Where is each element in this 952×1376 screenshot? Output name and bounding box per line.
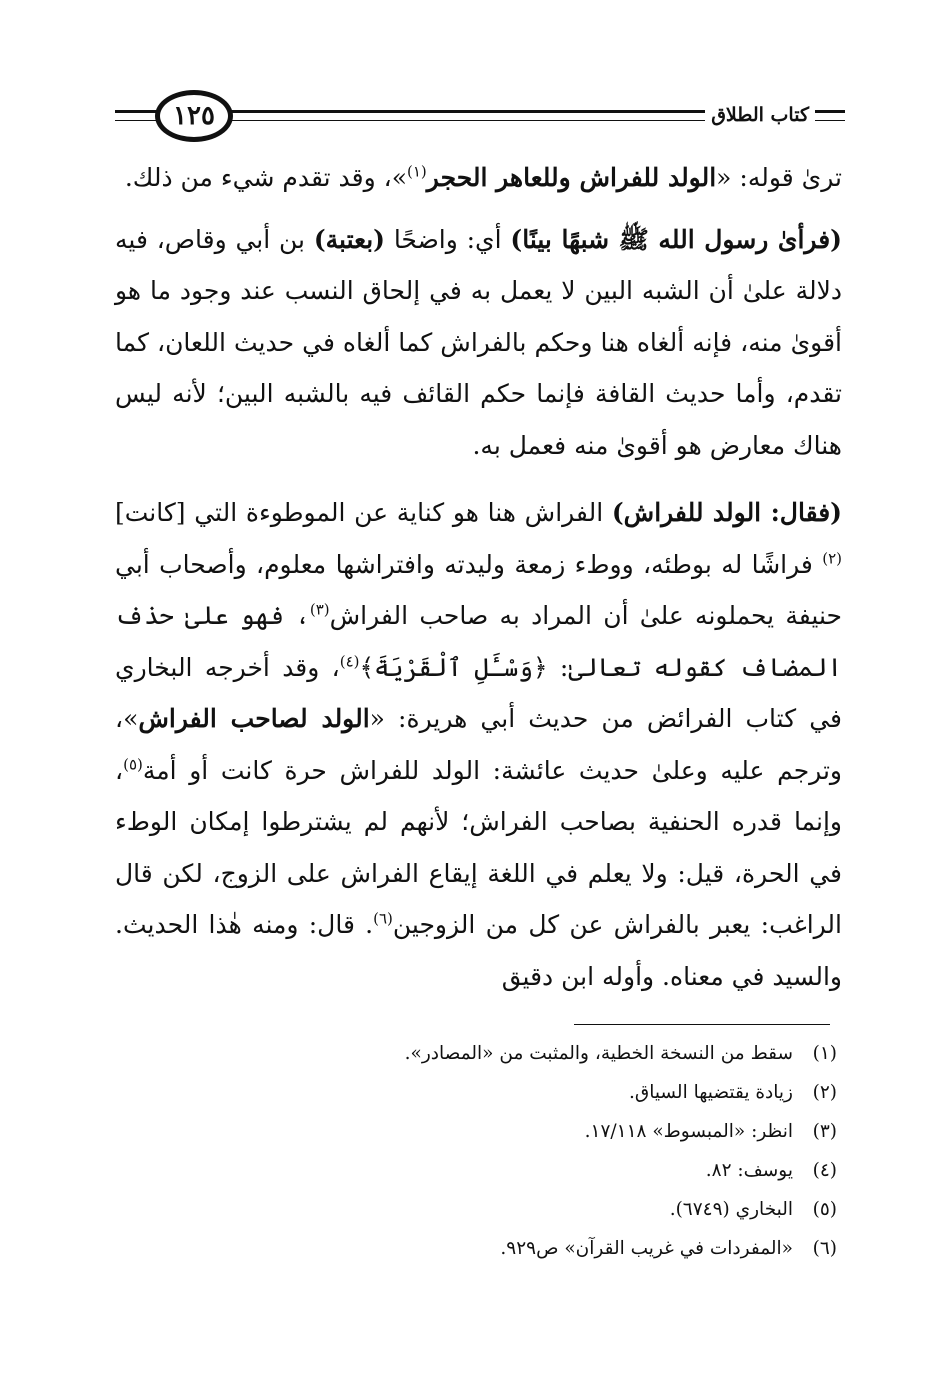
p3-text-6: ، وإنما قدره الحنفية بصاحب الفراش؛ لأنهم لم يشترطوا إمكان الوطء في الحرة، قيل: ولا يعلم في اللغة إيقاع الفراش على الزوج، لكن قال الراغب: يعبر بالفراش عن كل من الزوجين: [115, 755, 842, 939]
footnote-item: [115, 1229, 842, 1268]
footnote-text: يوسف: ٨٢.: [705, 1160, 793, 1181]
paragraph-3: [115, 487, 842, 1002]
footnote-number: (١): [812, 1043, 837, 1064]
running-title: كتاب الطلاق: [705, 104, 815, 126]
footnote-number: (٣): [812, 1121, 837, 1142]
footnote-text: سقط من النسخة الخطية، والمثبت من «المصادر».: [404, 1043, 793, 1064]
main-text: [115, 152, 842, 1002]
page-number: ١٢٥: [155, 90, 233, 142]
footnotes: [115, 1034, 842, 1268]
footnote-text: البخاري (٦٧٤٩).: [669, 1199, 793, 1220]
footnote-ref-5: (٥): [123, 755, 143, 774]
p1-text-1: ترىٰ قوله: «: [716, 163, 842, 192]
footnote-ref-4: (٤): [339, 652, 360, 671]
p2-bold-2: (بعتبة): [313, 224, 385, 254]
footnote-item: [115, 1112, 842, 1151]
p1-bold-1: الولد للفراش وللعاهر الحجر: [426, 163, 717, 192]
header-rule-left: [115, 110, 160, 113]
footnote-number: (٦): [812, 1238, 837, 1259]
footnote-separator: [574, 1024, 830, 1025]
footnote-ref-6: (٦): [373, 909, 393, 928]
p2-text-1: أي: واضحًا: [385, 224, 511, 254]
footnote-ref-3: (٣): [309, 600, 330, 619]
footnote-number: (٤): [812, 1160, 837, 1181]
footnote-item: [115, 1190, 842, 1229]
footnote-ref-2: (٢): [822, 549, 842, 568]
p3-text-1: الفراش هنا هو كناية عن الموطوءة التي [كانت]: [115, 498, 612, 527]
footnote-number: (٥): [812, 1199, 837, 1220]
p1-text-2: »، وقد تقدم شيء من ذلك.: [124, 163, 407, 192]
p3-text-3: ، فهو علىٰ حذف المضاف كقوله تعالىٰ: ﴿وَسْـَٔلِ ٱلْقَرْيَةَ﴾: [115, 601, 843, 682]
page-header: [115, 88, 845, 148]
p3-bold-1: (فقال: الولد للفراش): [611, 498, 843, 527]
paragraph-1: [115, 152, 842, 204]
p3-text-2: فراشًا له بوطئه، ووطء زمعة وليدته وافتراشها معلوم، وأصحاب أبي حنيفة يحملونه علىٰ أن المراد به صاحب الفراش: [115, 549, 842, 630]
p3-text-5: »، وترجم عليه وعلىٰ حديث عائشة: الولد للفراش حرة كانت أو أمة: [115, 704, 842, 785]
p3-bold-2: الولد لصاحب الفراش: [138, 704, 370, 733]
footnote-text: انظر: «المبسوط» ١٧/١١٨.: [584, 1121, 793, 1142]
footnote-text: زيادة يقتضيها السياق.: [628, 1082, 793, 1103]
footnote-ref-1: (١): [407, 162, 427, 181]
p3-text-4: ، وقد أخرجه البخاري في كتاب الفرائض من حديث أبي هريرة: «: [115, 652, 842, 733]
footnote-item: [115, 1151, 842, 1190]
paragraph-2: [115, 214, 842, 472]
footnote-text: «المفردات في غريب القرآن» ص٩٢٩.: [500, 1238, 793, 1259]
p2-text-2: بن أبي وقاص، فيه دلالة علىٰ أن الشبه البين لا يعمل به في إلحاق النسب عند وجود ما هو أقوىٰ منه، فإنه ألغاه هنا وحكم بالفراش كما ألغاه في حديث اللعان، كما تقدم، وأما حديث القافة فإنما حكم القائف فيه بالشبه البين؛ لأنه ليس هناك معارض هو أقوىٰ منه فعمل به.: [115, 224, 842, 460]
footnote-item: [115, 1034, 842, 1073]
p3-text-7: . قال: ومنه هٰذا الحديث. والسيد في معناه. وأوله ابن دقيق: [115, 910, 842, 991]
header-rule-left-thin: [115, 120, 160, 121]
footnote-number: (٢): [812, 1082, 837, 1103]
p2-bold-1: (فرأىٰ رسول الله ﷺ شبهًا بينًا): [510, 224, 842, 254]
footnote-item: [115, 1073, 842, 1112]
